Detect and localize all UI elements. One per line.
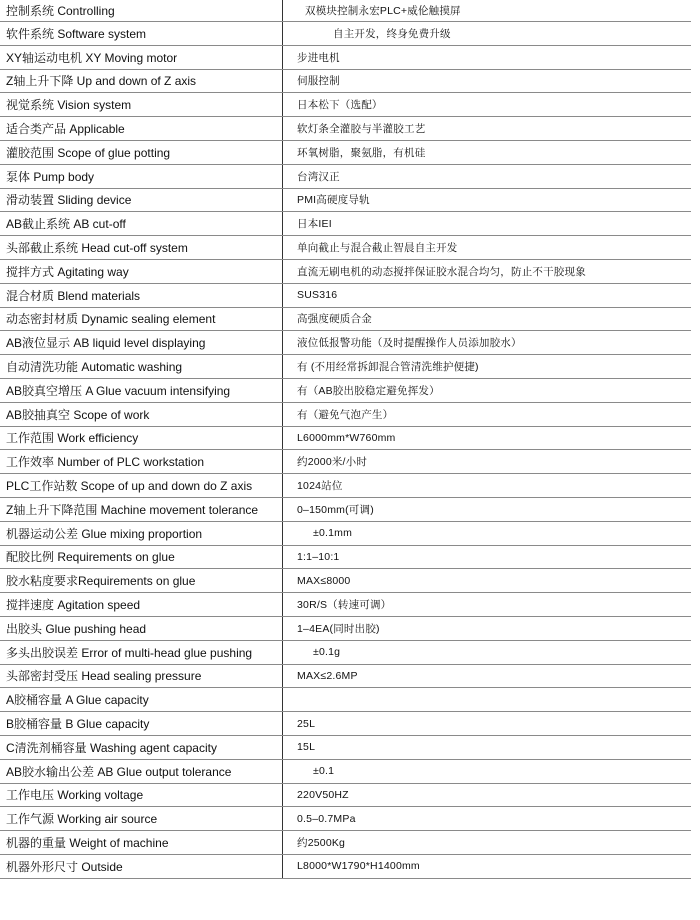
spec-label: 控制系统 Controlling — [0, 0, 283, 22]
spec-label: 适合类产品 Applicable — [0, 117, 283, 141]
spec-value: L8000*W1790*H1400mm — [283, 854, 692, 878]
spec-label: AB胶水输出公差 AB Glue output tolerance — [0, 759, 283, 783]
table-row — [0, 831, 691, 855]
spec-label: AB胶真空增压 A Glue vacuum intensifying — [0, 378, 283, 402]
spec-label: 工作电压 Working voltage — [0, 783, 283, 807]
spec-label: Z轴上升下降 Up and down of Z axis — [0, 69, 283, 93]
spec-label: 机器外形尺寸 Outside — [0, 854, 283, 878]
spec-label: 混合材质 Blend materials — [0, 283, 283, 307]
spec-label: 泵体 Pump body — [0, 164, 283, 188]
table-row — [0, 664, 691, 688]
spec-label: 多头出胶误差 Error of multi-head glue pushing — [0, 640, 283, 664]
spec-label: 机器的重量 Weight of machine — [0, 831, 283, 855]
spec-value: MAX≤2.6MP — [283, 664, 692, 688]
spec-label: A胶桶容量 A Glue capacity — [0, 688, 283, 712]
spec-label: AB胶抽真空 Scope of work — [0, 402, 283, 426]
spec-label: 动态密封材质 Dynamic sealing element — [0, 307, 283, 331]
spec-label: AB液位显示 AB liquid level displaying — [0, 331, 283, 355]
table-row — [0, 521, 691, 545]
spec-value: 双模块控制永宏PLC+威伦触摸屏 — [283, 0, 692, 22]
table-row — [0, 93, 691, 117]
spec-value: 自主开发，终身免费升级 — [283, 22, 692, 46]
spec-label: 视觉系统 Vision system — [0, 93, 283, 117]
spec-value: 0–150mm(可调) — [283, 497, 692, 521]
spec-label: 出胶头 Glue pushing head — [0, 616, 283, 640]
spec-value: 220V50HZ — [283, 783, 692, 807]
spec-value: 环氧树脂，聚氨脂，有机硅 — [283, 140, 692, 164]
spec-value: 1024站位 — [283, 474, 692, 498]
spec-value: 15L — [283, 735, 692, 759]
spec-label: 配胶比例 Requirements on glue — [0, 545, 283, 569]
spec-value: 约2500Kg — [283, 831, 692, 855]
spec-label: 搅拌速度 Agitation speed — [0, 593, 283, 617]
spec-value: 单向截止与混合截止智晨自主开发 — [283, 236, 692, 260]
table-row — [0, 593, 691, 617]
table-row — [0, 355, 691, 379]
spec-label: PLC工作站数 Scope of up and down do Z axis — [0, 474, 283, 498]
spec-value: 台湾汉正 — [283, 164, 692, 188]
spec-label: 搅拌方式 Agitating way — [0, 259, 283, 283]
spec-label: AB截止系统 AB cut-off — [0, 212, 283, 236]
spec-value: 有 (不用经常拆卸混合管清洗维护便捷) — [283, 355, 692, 379]
table-row — [0, 854, 691, 878]
table-row — [0, 307, 691, 331]
spec-value: 步进电机 — [283, 45, 692, 69]
spec-label: 灌胶范围 Scope of glue potting — [0, 140, 283, 164]
spec-label: 软件系统 Software system — [0, 22, 283, 46]
spec-label: 工作效率 Number of PLC workstation — [0, 450, 283, 474]
spec-value: 约2000米/小时 — [283, 450, 692, 474]
spec-value: 1:1–10:1 — [283, 545, 692, 569]
table-row — [0, 474, 691, 498]
spec-value: MAX≤8000 — [283, 569, 692, 593]
spec-value: 液位低报警功能（及时提醒操作人员添加胶水） — [283, 331, 692, 355]
spec-label: 头部截止系统 Head cut-off system — [0, 236, 283, 260]
spec-value: 日本IEI — [283, 212, 692, 236]
spec-value: ±0.1g — [283, 640, 692, 664]
spec-value: 直流无刷电机的动态搅拌保证胶水混合均匀，防止不干胶现象 — [283, 259, 692, 283]
table-row — [0, 331, 691, 355]
spec-value: ±0.1 — [283, 759, 692, 783]
table-row — [0, 450, 691, 474]
spec-label: Z轴上升下降范围 Machine movement tolerance — [0, 497, 283, 521]
table-row — [0, 426, 691, 450]
spec-value: 30R/S（转速可调） — [283, 593, 692, 617]
spec-label: 工作范围 Work efficiency — [0, 426, 283, 450]
spec-value: SUS316 — [283, 283, 692, 307]
table-row — [0, 378, 691, 402]
spec-value: 高强度硬质合金 — [283, 307, 692, 331]
spec-value: 日本松下（选配） — [283, 93, 692, 117]
spec-value: 0.5–0.7MPa — [283, 807, 692, 831]
table-row — [0, 402, 691, 426]
table-row — [0, 236, 691, 260]
spec-value — [283, 688, 692, 712]
spec-label: 滑动装置 Sliding device — [0, 188, 283, 212]
spec-value: 伺服控制 — [283, 69, 692, 93]
table-row — [0, 807, 691, 831]
spec-value: 1–4EA(同时出胶) — [283, 616, 692, 640]
table-row — [0, 140, 691, 164]
spec-label: 胶水粘度要求Requirements on glue — [0, 569, 283, 593]
table-row — [0, 212, 691, 236]
table-row — [0, 545, 691, 569]
table-row — [0, 735, 691, 759]
table-row — [0, 117, 691, 141]
spec-label: B胶桶容量 B Glue capacity — [0, 712, 283, 736]
table-row — [0, 688, 691, 712]
table-row — [0, 616, 691, 640]
spec-value: 软灯条全灌胶与半灌胶工艺 — [283, 117, 692, 141]
table-row — [0, 712, 691, 736]
table-row — [0, 569, 691, 593]
table-row — [0, 283, 691, 307]
table-row — [0, 783, 691, 807]
spec-value: 有（避免气泡产生） — [283, 402, 692, 426]
spec-label: 机器运动公差 Glue mixing proportion — [0, 521, 283, 545]
spec-value: 有（AB胶出胶稳定避免挥发） — [283, 378, 692, 402]
table-row — [0, 69, 691, 93]
table-row — [0, 188, 691, 212]
spec-value: ±0.1mm — [283, 521, 692, 545]
spec-value: 25L — [283, 712, 692, 736]
table-row — [0, 640, 691, 664]
spec-label: 头部密封受压 Head sealing pressure — [0, 664, 283, 688]
table-row — [0, 22, 691, 46]
table-row — [0, 0, 691, 22]
spec-value: PMI高硬度导轨 — [283, 188, 692, 212]
table-row — [0, 45, 691, 69]
spec-label: 自动清洗功能 Automatic washing — [0, 355, 283, 379]
table-row — [0, 759, 691, 783]
table-row — [0, 164, 691, 188]
spec-label: XY轴运动电机 XY Moving motor — [0, 45, 283, 69]
spec-label: 工作气源 Working air source — [0, 807, 283, 831]
table-row — [0, 259, 691, 283]
spec-label: C清洗剂桶容量 Washing agent capacity — [0, 735, 283, 759]
table-row — [0, 497, 691, 521]
spec-value: L6000mm*W760mm — [283, 426, 692, 450]
